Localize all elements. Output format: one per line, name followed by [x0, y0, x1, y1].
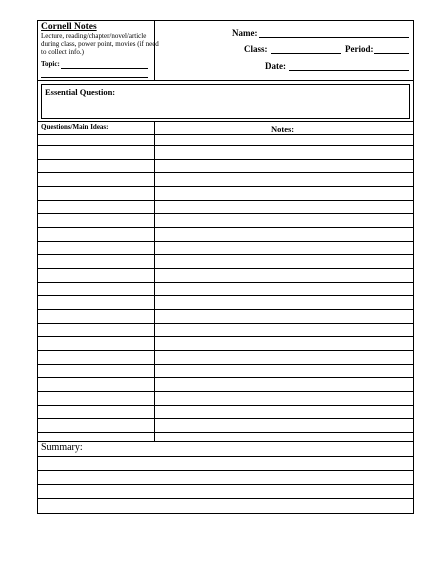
- note-row-line[interactable]: [37, 186, 414, 187]
- columns-header-rule: [37, 134, 414, 135]
- note-row-line[interactable]: [37, 254, 414, 255]
- date-field[interactable]: [289, 70, 409, 71]
- class-field[interactable]: [271, 53, 341, 54]
- summary-row-line[interactable]: [37, 484, 414, 485]
- note-row-line[interactable]: [37, 295, 414, 296]
- note-row-line[interactable]: [37, 418, 414, 419]
- note-row-line[interactable]: [37, 391, 414, 392]
- name-label: Name:: [232, 28, 258, 38]
- column-divider: [154, 121, 155, 441]
- note-row-line[interactable]: [37, 200, 414, 201]
- note-row-line[interactable]: [37, 227, 414, 228]
- essential-question-label: Essential Question:: [45, 87, 116, 97]
- note-row-line[interactable]: [37, 336, 414, 337]
- note-row-line[interactable]: [37, 350, 414, 351]
- summary-row-line[interactable]: [37, 498, 414, 499]
- note-row-line[interactable]: [37, 282, 414, 283]
- summary-row-line[interactable]: [37, 470, 414, 471]
- note-row-line[interactable]: [37, 159, 414, 160]
- class-label: Class:: [244, 44, 268, 54]
- note-row-line[interactable]: [37, 145, 414, 146]
- note-row-line[interactable]: [37, 364, 414, 365]
- description-line-1: Lecture, reading/chapter/novel/article: [41, 32, 147, 40]
- note-row-line[interactable]: [37, 405, 414, 406]
- note-row-line[interactable]: [37, 309, 414, 310]
- description-line-3: to collect info.): [41, 48, 84, 56]
- topic-field[interactable]: [61, 68, 148, 69]
- note-row-line[interactable]: [37, 323, 414, 324]
- period-field[interactable]: [374, 53, 409, 54]
- notes-column-header: Notes:: [271, 124, 295, 134]
- summary-row-line[interactable]: [37, 456, 414, 457]
- period-label: Period:: [345, 44, 374, 54]
- cornell-notes-title: Cornell Notes: [41, 22, 97, 32]
- date-label: Date:: [265, 61, 286, 71]
- topic-field-line-2[interactable]: [41, 77, 148, 78]
- summary-top-rule: [37, 441, 414, 442]
- questions-column-header: Questions/Main Ideas:: [41, 123, 109, 131]
- note-row-line[interactable]: [37, 213, 414, 214]
- note-row-line[interactable]: [37, 377, 414, 378]
- header-divider: [154, 20, 155, 80]
- name-field[interactable]: [259, 37, 409, 38]
- description-line-2: during class, power point, movies (if need: [41, 40, 159, 48]
- note-row-line[interactable]: [37, 172, 414, 173]
- note-row-line[interactable]: [37, 241, 414, 242]
- summary-label: Summary:: [41, 442, 83, 453]
- topic-label: Topic:: [41, 60, 60, 68]
- columns-top-rule: [37, 121, 414, 122]
- note-row-line[interactable]: [37, 432, 414, 433]
- note-row-line[interactable]: [37, 268, 414, 269]
- header-bottom-rule: [37, 80, 414, 81]
